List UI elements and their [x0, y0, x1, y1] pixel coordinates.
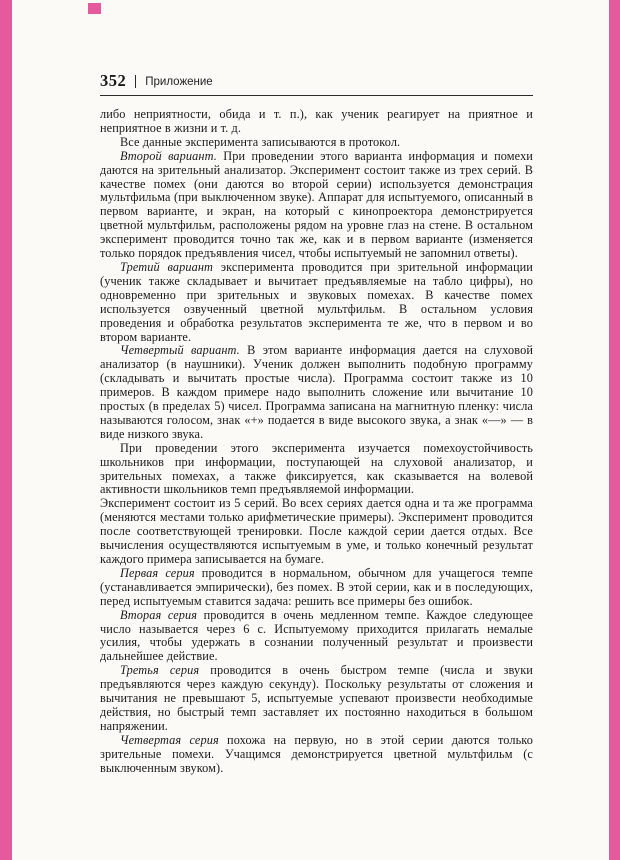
paragraph: Все данные эксперимента записываются в протокол.: [120, 134, 401, 149]
paragraph: Второй вариант. При проведении этого варианта информация и помехи даются на зрительный анализатор. Эксперимент состоит также из трех серий. В качестве помех (они даются во второй серии) используется демонстрация мультфильма (при выключенном звуке). Аппарат для испытуемого, описанный в первом варианте, и экран, на который с кинопроектора демонстрируется цветной мультфильм, расположены рядом на уровне глаз на стене. В остальном эксперимент проводится точно так же, как и в первом варианте (изменяется только порядок предъявления чисел, чтобы испытуемый не запомнил ответы).: [100, 148, 533, 261]
paragraph-lead-italic: Первая серия: [120, 565, 195, 580]
running-title: Приложение: [145, 76, 213, 88]
paragraph-lead-italic: Вторая серия: [120, 607, 198, 622]
paragraph: Четвертая серия похожа на первую, но в этой серии даются только зрительные помехи. Учащимся демонстрируется цветной мультфильм (с выключенным звуком).: [100, 732, 533, 775]
paragraph-lead-italic: Четвертый вариант.: [120, 343, 240, 358]
page-number: 352: [100, 71, 127, 90]
paragraph: При проведении этого эксперимента изучается помехоустойчивость школьников при информации, поступающей на слуховой анализатор, и зрительных помехах, а также фиксируется, как сказывается на волевой активности школьников темп предъявляемой информации.: [100, 440, 533, 497]
paragraph: Третья серия проводится в очень быстром темпе (числа и звуки предъявляются через каждую секунду). Поскольку результаты от сложения и вычитания не превышают 5, испытуемые успевают произвести необходимые действия, но быстрый темп заставляет их постоянно находиться в большом напряжении.: [100, 663, 533, 733]
scan-edge-right: [609, 0, 620, 860]
paragraph: Третий вариант эксперимента проводится при зрительной информации (ученик также складывает и вычитает предъявляемые на табло цифры), но одновременно при зрительных и звуковых помехах. В качестве помех используется озвученный цветной мультфильм. В остальном условия проведения и обработка результатов эксперимента те же, что в первом и во втором варианте.: [100, 259, 533, 344]
body-text: [100, 108, 533, 776]
paragraph-lead-italic: Третий вариант: [120, 259, 214, 274]
header-divider: [135, 75, 136, 88]
scan-edge-left: [0, 0, 12, 860]
book-page-content: [100, 70, 533, 776]
paragraph: либо неприятности, обида и т. п.), как ученик реагирует на приятное и неприятное в жизни и т. д.: [100, 107, 533, 135]
paragraph: Вторая серия проводится в очень медленном темпе. Каждое следующее число называется через 6 с. Испытуемому приходится прилагать немалые усилия, чтобы удержать в сознании полученный результат и произвести дальнейшее действие.: [100, 607, 534, 664]
paragraph: Четвертый вариант. В этом варианте информация дается на слуховой анализатор (в наушники). Ученик должен выполнить подобную программу (складывать и вычитать простые числа). Программа состоит также из 10 примеров. В каждом примере надо выполнить сложение или вычитание 10 простых (в пределах 5) чисел. Программа записана на магнитную пленку: числа называются голосом, знак «+» подается в виде высокого звука, а знак «—» — в виде низкого звука.: [100, 343, 533, 441]
header-rule: [100, 95, 533, 96]
scan-mark-top: [88, 3, 101, 14]
paragraph-lead-italic: Второй вариант.: [120, 148, 217, 163]
running-header: [100, 70, 533, 92]
paragraph: Первая серия проводится в нормальном, обычном для учащегося темпе (устанавливается эмпирически), без помех. В этой серии, как и в последующих, перед испытуемым ставится задача: решить все примеры без ошибок.: [100, 565, 533, 608]
paragraph-lead-italic: Четвертая серия: [120, 732, 219, 747]
paragraph-lead-italic: Третья серия: [120, 663, 200, 678]
paragraph: Эксперимент состоит из 5 серий. Во всех сериях дается одна и та же программа (меняются местами только арифметические примеры). Эксперимент проводится после соответствующей тренировки. После каждой серии дается отдых. Все вычисления осуществляются испытуемым в уме, и только конечный результат каждого примера записывается на бумаге.: [100, 496, 533, 566]
